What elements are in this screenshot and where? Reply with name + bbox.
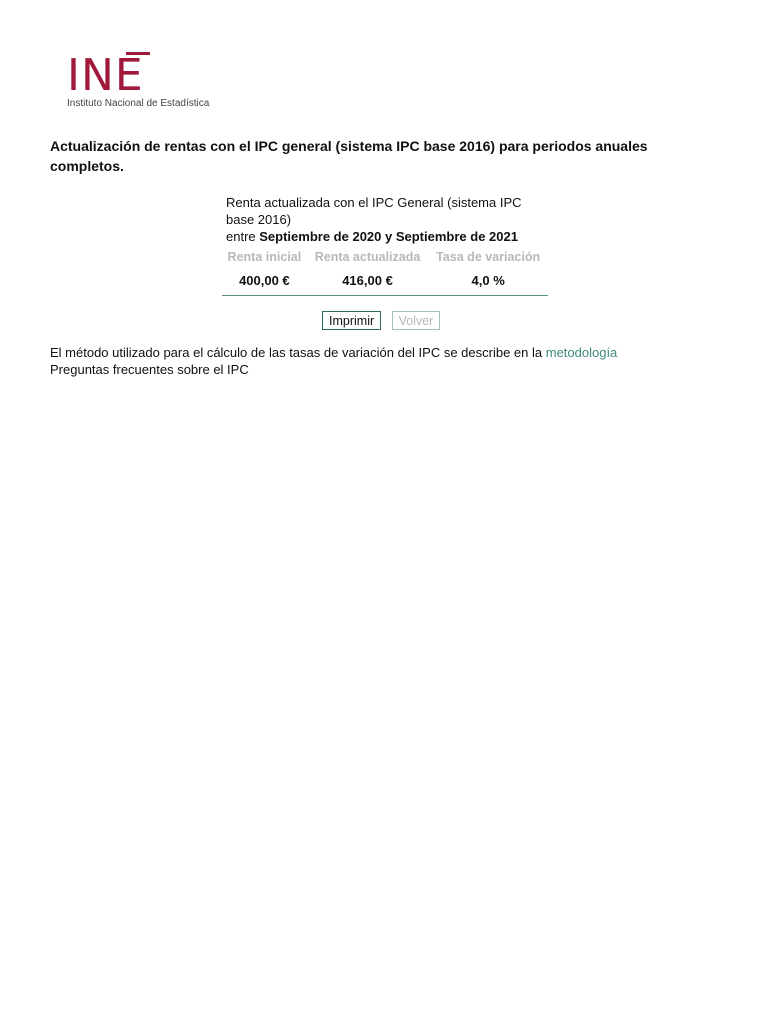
caption-line1: Renta actualizada con el IPC General (sistema IPC base 2016) — [226, 195, 522, 227]
page-title: Actualización de rentas con el IPC general (sistema IPC base 2016) para periodos anuales completos. — [50, 138, 648, 174]
table-row — [222, 267, 548, 296]
cell-renta-actualizada: 416,00 € — [307, 267, 429, 296]
header-renta-actualizada: Renta actualizada — [314, 250, 421, 264]
method-text: El método utilizado para el cálculo de las tasas de variación del IPC se describe en la — [50, 345, 543, 360]
faq-text: Preguntas frecuentes sobre el IPC — [50, 362, 249, 377]
back-button[interactable]: Volver — [392, 311, 441, 330]
ine-logo[interactable] — [67, 50, 227, 112]
caption-period: Septiembre de 2020 y Septiembre de 2021 — [259, 229, 518, 244]
result-caption — [222, 194, 536, 245]
logo-subtitle: Instituto Nacional de Estadística — [67, 98, 210, 109]
cell-tasa-variacion: 4,0 % — [428, 267, 548, 296]
logo-mark: INE — [67, 50, 144, 101]
info-section — [50, 344, 617, 378]
header-tasa-variacion: Tasa de variación — [436, 250, 541, 264]
methodology-link[interactable]: metodología — [545, 345, 618, 360]
result-panel — [222, 194, 548, 296]
result-table — [222, 246, 548, 296]
table-header-row — [222, 246, 548, 267]
header-renta-inicial: Renta inicial — [227, 250, 302, 264]
caption-prefix: entre — [226, 229, 256, 244]
print-button[interactable]: Imprimir — [322, 311, 381, 330]
action-buttons — [322, 311, 446, 330]
cell-renta-inicial: 400,00 € — [222, 267, 307, 296]
